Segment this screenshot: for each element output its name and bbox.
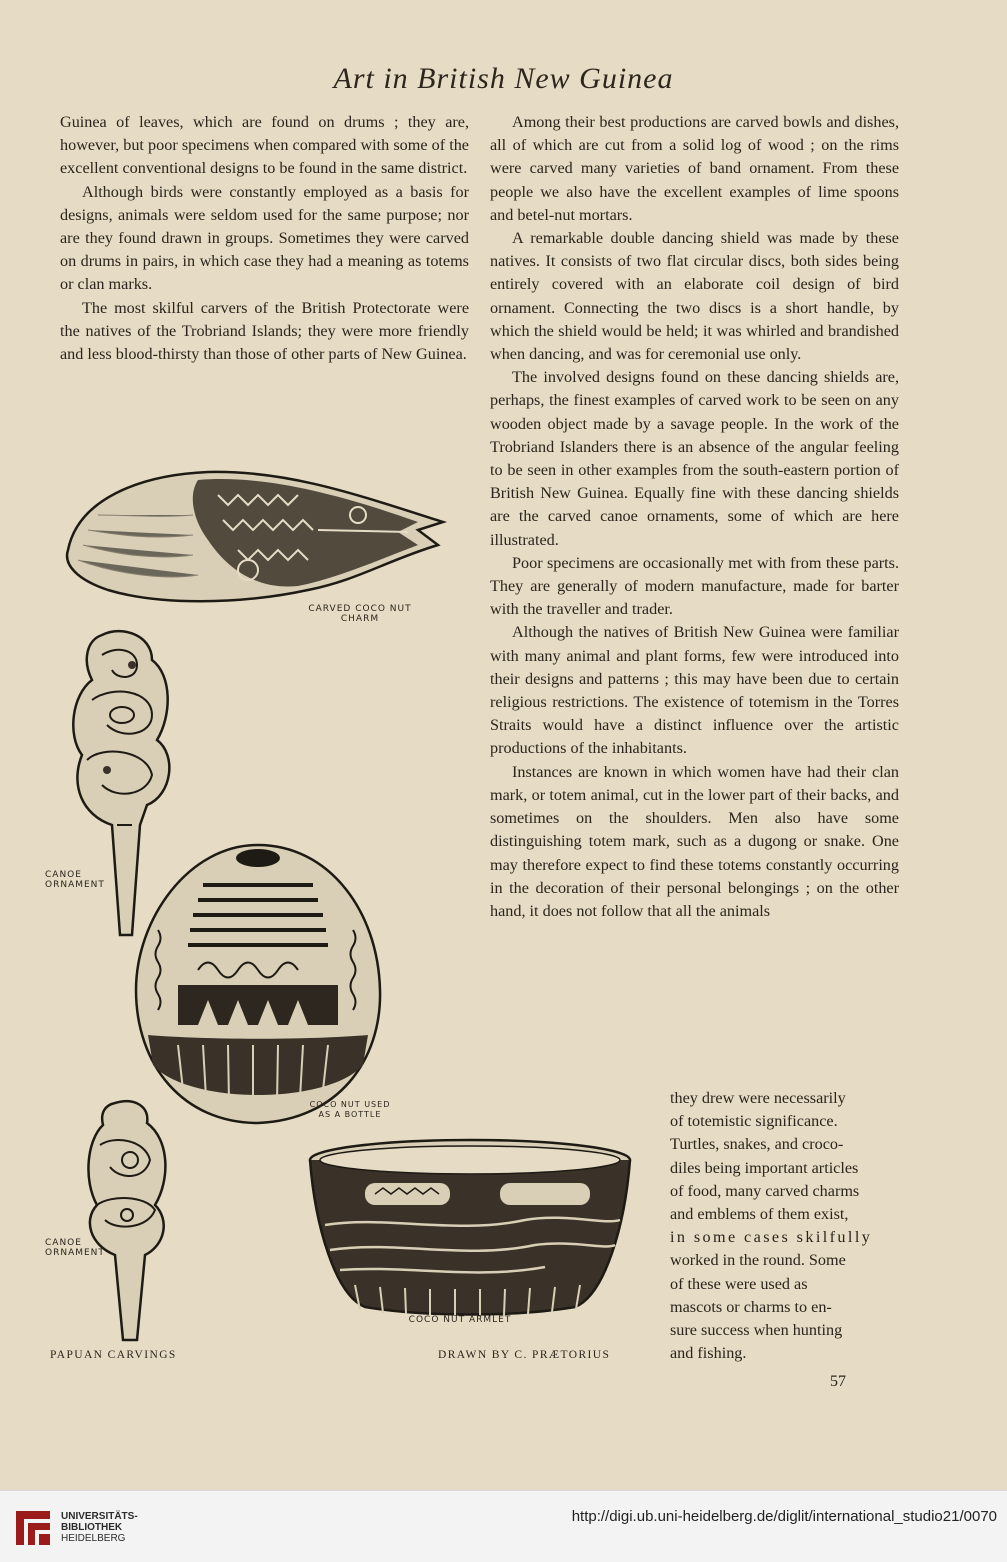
text-line: diles being important articles	[670, 1158, 859, 1177]
left-text-column	[60, 111, 469, 366]
text-line: and emblems of them exist,	[670, 1205, 849, 1224]
text-line: in some cases skilfully	[670, 1228, 873, 1247]
carved-coconut-charm-illustration	[58, 460, 448, 625]
paragraph: Among their best productions are carved bowls and dishes, all of which are cut from a solid log of wood ; on the rims were carved many varieties of band ornament. From these people we also have the excellent examples of lime spoons and betel-nut mortars.	[490, 113, 899, 224]
library-name: UNIVERSITÄTS- BIBLIOTHEK HEIDELBERG	[61, 1511, 138, 1544]
caption-coconut-armlet: COCO NUT ARMLET	[408, 1315, 512, 1325]
text-line: worked in the round. Some	[670, 1251, 846, 1270]
caption-coconut-bottle: COCO NUT USED AS A BOTTLE	[309, 1100, 391, 1119]
coconut-bottle-illustration	[128, 840, 388, 1130]
library-logo-icon	[13, 1508, 53, 1548]
paragraph: Although birds were constantly employed as a basis for designs, animals were seldom used for the same purpose; nor are they found drawn in groups. Sometimes they were carved on drums in pairs, in which case they had a meaning as totems or clan marks.	[60, 182, 469, 294]
caption-canoe-ornament-bottom: CANOE ORNAMENT	[45, 1238, 105, 1258]
wrapped-text-block	[670, 1087, 894, 1365]
paragraph: A remarkable double dancing shield was made by these natives. It consists of two flat circular discs, both sides being entirely covered with an elaborate coil design of bird ornament. Connecting the two discs is a short handle, by which the shield would be held; it was whirled and brandished when dancing, and was for ceremonial use only.	[490, 229, 899, 364]
caption-carved-coconut-charm: CARVED COCO NUT CHARM	[308, 604, 412, 624]
text-line: sure success when hunting	[670, 1321, 843, 1340]
text-line: of food, many carved charms	[670, 1181, 860, 1200]
paragraph: Poor specimens are occasionally met with from these parts. They are generally of modern manufacture, made for barter with the traveller and trader.	[490, 553, 899, 619]
paragraph: Guinea of leaves, which are found on drums ; they are, however, but poor specimens when compared with some of the excellent conventional designs to be found in the same district.	[60, 113, 469, 178]
text-line: they drew were necessarily	[670, 1089, 846, 1107]
page-title: Art in British New Guinea	[333, 62, 674, 95]
footer-caption-right: DRAWN BY C. PRÆTORIUS	[438, 1349, 611, 1361]
text-line: and fishing.	[670, 1344, 747, 1363]
library-footer-bar	[0, 1490, 1007, 1562]
paragraph: Although the natives of British New Guinea were familiar with many animal and plant forms, few were introduced into their designs and patterns ; this may have been due to certain religious restrictions. The existence of totemism in the Torres Straits would have a distinct influence over the artistic productions of the inhabitants.	[490, 623, 899, 758]
right-text-column	[490, 111, 899, 923]
text-line: of these were used as	[670, 1274, 808, 1293]
text-line: Turtles, snakes, and croco-	[670, 1135, 844, 1154]
page-number: 57	[830, 1373, 846, 1390]
text-line: mascots or charms to en-	[670, 1297, 832, 1316]
coconut-armlet-illustration	[305, 1135, 635, 1320]
canoe-ornament-bottom-illustration	[75, 1095, 175, 1345]
paragraph: The involved designs found on these dancing shields are, perhaps, the finest examples of carved work to be seen on any wooden object made by a savage people. In the work of the Trobriand Islanders there is an absence of the angular feeling to be seen in other examples from the south-eastern portion of British New Guinea. Equally fine with these dancing shields are the carved canoe ornaments, some of which are here illustrated.	[490, 368, 899, 549]
source-url[interactable]: http://digi.ub.uni-heidelberg.de/diglit/international_studio21/0070	[571, 1508, 997, 1525]
paragraph: The most skilful carvers of the British Protectorate were the natives of the Trobriand Islands; they were more friendly and less blood-thirsty than those of other parts of New Guinea.	[60, 298, 469, 364]
text-line: of totemistic significance.	[670, 1112, 838, 1131]
paragraph: Instances are known in which women have had their clan mark, or totem animal, cut in the lower part of their backs, and sometimes on the shoulders. Men also have some distinguishing totem mark, such as a dugong or snake. One may therefore expect to find these totems constantly occurring in the decoration of their personal belongings ; on the other hand, it does not follow that all the animals	[490, 762, 899, 920]
caption-canoe-ornament-top: CANOE ORNAMENT	[45, 870, 105, 890]
footer-caption-left: PAPUAN CARVINGS	[50, 1349, 177, 1361]
